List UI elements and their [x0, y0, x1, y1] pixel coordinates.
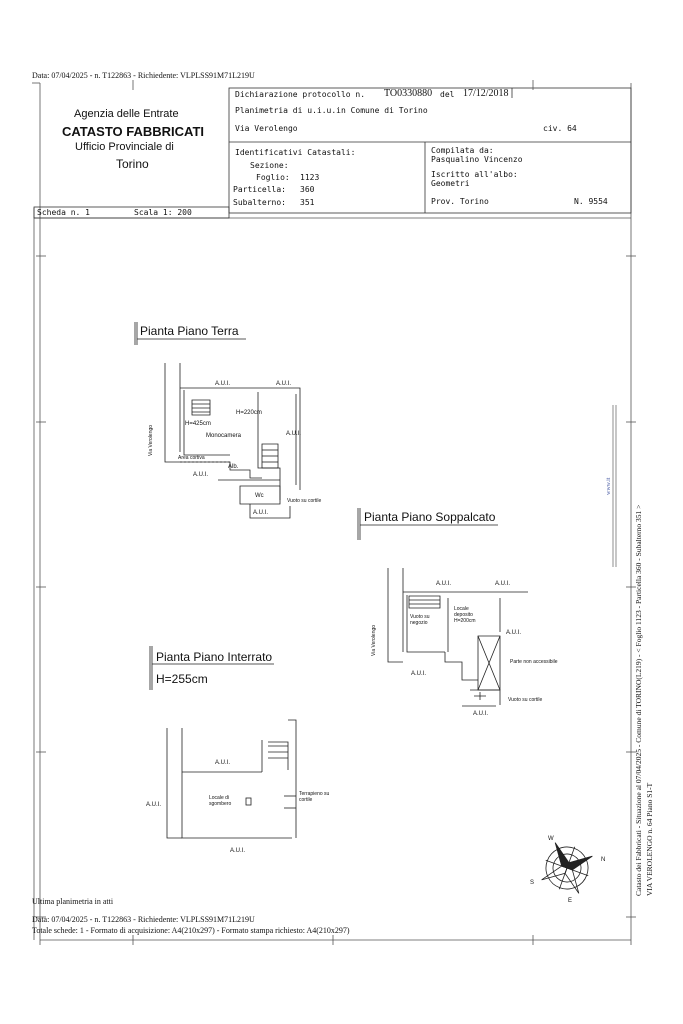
room-label: H=220cm — [236, 410, 262, 416]
room-label: A.U.I. — [253, 510, 269, 516]
room-label: Vuoto su negozio — [410, 614, 430, 626]
room-label: A.U.I. — [411, 671, 427, 677]
room-label: Vuoto su cortile — [508, 697, 543, 703]
scheda-number: Scheda n. 1 — [37, 208, 90, 217]
agency-name: Agenzia delle Entrate — [74, 108, 179, 120]
footer-request-meta: Data: 07/04/2025 - n. T122863 - Richiedente: VLPLSS91M71L219U — [32, 915, 255, 924]
plan-title-soppalcato: Pianta Piano Soppalcato — [364, 510, 496, 524]
ufficio-city: Torino — [116, 157, 149, 171]
ufficio-label: Ufficio Provinciale di — [75, 141, 174, 153]
room-label: A.U.I. — [495, 581, 511, 587]
catasto-title: CATASTO FABBRICATI — [62, 124, 205, 139]
side-stamp: www.it — [606, 477, 612, 495]
albo-label: Iscritto all'albo: — [431, 170, 518, 179]
particella-value: 360 — [300, 185, 315, 194]
room-label: A.U.I. — [193, 472, 209, 478]
room-label: A.U.I. — [215, 760, 231, 766]
room-label: Alb. — [228, 464, 239, 470]
compiler-heading: Compilata da: — [431, 146, 494, 155]
subalterno-value: 351 — [300, 198, 315, 207]
footer-format-info: Totale schede: 1 - Formato di acquisizione: A4(210x297) - Formato stampa richiesto: A4(210x297) — [32, 926, 350, 935]
planimetria-title: Planimetria di u.i.u.in Comune di Torino — [235, 106, 428, 115]
protocol-date: 17/12/2018 — [463, 88, 509, 99]
side-cadastral-info: Catasto dei Fabbricati - Situazione al 07/04/2025 - Comune di TORINO(L219) - < Foglio 1123 - Particella 360 - Subalterno 351 > — [634, 504, 643, 896]
room-label: H=425cm — [185, 421, 211, 427]
street-label: Via Verolengo — [371, 624, 377, 656]
room-label: A.U.I. — [230, 848, 246, 854]
street-number: civ. 64 — [543, 124, 577, 133]
street-label: Via Verolengo — [148, 424, 154, 456]
room-label: A.U.I. — [276, 381, 292, 387]
room-label: A.U.I. — [215, 381, 231, 387]
room-label: Area cortiva — [178, 455, 205, 461]
scale-label: Scala 1: 200 — [134, 208, 192, 217]
protocol-del: del — [440, 90, 455, 99]
street-name: Via Verolengo — [235, 124, 298, 133]
compass-east: E — [568, 898, 573, 904]
last-planimetry-note: Ultima planimetria in atti — [32, 897, 114, 906]
room-label: Wc — [255, 493, 264, 499]
foglio-label: Foglio: — [256, 173, 290, 182]
room-label: Locale deposito H=200cm — [454, 606, 476, 624]
foglio-value: 1123 — [300, 173, 320, 182]
room-label: Monocamera — [206, 433, 242, 439]
compass-west: W — [548, 836, 554, 842]
plan-title-terra: Pianta Piano Terra — [140, 324, 239, 338]
particella-label: Particella: — [233, 185, 286, 194]
room-label: Vuoto su cortile — [287, 498, 322, 504]
room-label: A.U.I. — [436, 581, 452, 587]
room-label: A.U.I. — [146, 802, 162, 808]
compiler-name: Pasqualino Vincenzo — [431, 155, 523, 164]
compass-north: N — [601, 857, 606, 863]
room-label: Terrapieno su cortile — [299, 791, 330, 803]
albo-value: Geometri — [431, 179, 470, 188]
compass-south: S — [530, 880, 535, 886]
room-label: A.U.I. — [286, 431, 302, 437]
room-label: A.U.I. — [506, 630, 522, 636]
prov-label: Prov. Torino — [431, 197, 489, 206]
sezione-label: Sezione: — [250, 161, 289, 170]
protocol-label: Dichiarazione protocollo n. — [235, 90, 366, 99]
plan-title-interrato: Pianta Piano Interrato — [156, 650, 273, 664]
subalterno-label: Subalterno: — [233, 198, 286, 207]
room-label: A.U.I. — [473, 711, 489, 717]
request-meta: Data: 07/04/2025 - n. T122863 - Richiedente: VLPLSS91M71L219U — [32, 71, 255, 80]
plan-height-interrato: H=255cm — [156, 672, 208, 686]
room-label: Parte non accessibile — [510, 659, 558, 665]
side-address-info: VIA VEROLENGO n. 64 Piano S1-T — [645, 782, 654, 896]
identifiers-heading: Identificativi Catastali: — [235, 148, 356, 157]
registration-number: N. 9554 — [574, 197, 608, 206]
protocol-number: TO0330880 — [384, 88, 433, 99]
room-label: Locale di sgombero — [209, 795, 232, 807]
